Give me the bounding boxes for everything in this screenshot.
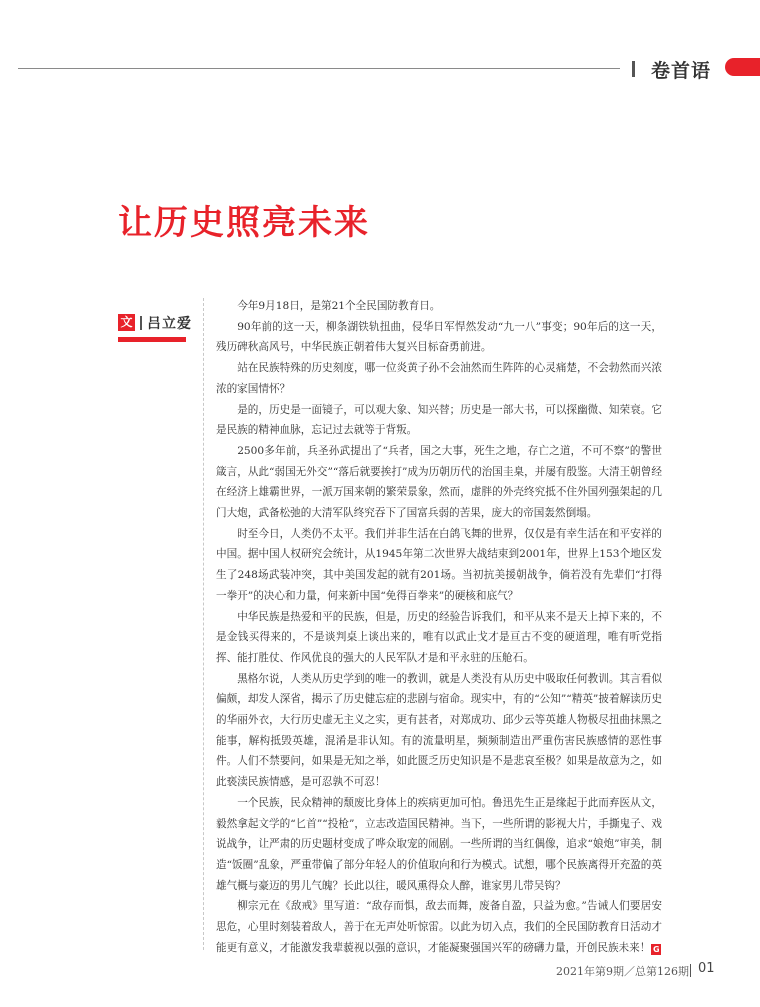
paragraph: 是的，历史是一面镜子，可以观大象、知兴替；历史是一部大书，可以探幽微、知荣衰。它是民族的精神血脉，忘记过去就等于背叛。 [216,403,662,437]
paragraph: 90年前的这一天，柳条湖铁轨扭曲，侵华日军悍然发动“九一八”事变；90年后的这一天，残历碑秋高风号，中华民族正朝着伟大复兴目标奋勇前进。 [216,320,662,354]
article-title: 让历史照亮未来 [118,203,370,243]
column-name: 卷首语 [651,60,712,82]
author-name: 吕立爱 [147,315,192,332]
header-rule [18,68,620,69]
paragraph-text: 柳宗元在《敌戒》里写道：“敌存而惧，敌去而舞，废备自盈，只益为愈。”告诫人们要居安思危，心里时刻装着敌人，善于在无声处听惊雷。以此为切入点，我们的全民国防教育日活动才能更有意义，才能激发我辈藐视以强的意识，才能凝聚强国兴军的磅礴力量，开创民族未来！ [216,900,662,954]
paragraph: 时至今日，人类仍不太平。我们并非生活在白鸽飞舞的世界，仅仅是有幸生活在和平安祥的中国。据中国人权研究会统计，从1945年第二次世界大战结束到2001年，世界上153个地区发生了248场武装冲突，其中美国发起的就有201场。当初抗美援朝战争，倘若没有先辈们“打得一拳开”的决心和力量，何来新中国“免得百拳来”的硬核和底气？ [216,527,662,602]
end-mark-icon: G [653,944,660,954]
byline-label: 文 [118,314,135,331]
footer-separator [690,964,691,977]
column-divider [203,298,204,950]
header-accent-tab [725,58,760,76]
paragraph: 中华民族是热爱和平的民族，但是，历史的经验告诉我们，和平从来不是天上掉下来的，不是金钱买得来的，不是谈判桌上谈出来的，唯有以武止戈才是亘古不变的硬道理，唯有听党指挥、能打胜仗、作风优良的强大的人民军队才是和平永驻的压舱石。 [216,610,662,664]
paragraph: 今年9月18日，是第21个全民国防教育日。 [237,300,441,312]
header-separator-bar [632,61,635,77]
paragraph: 黑格尔说，人类从历史学到的唯一的教训，就是人类没有从历史中吸取任何教训。其言看似偏颇，却发人深省，揭示了历史健忘症的悲剧与宿命。现实中，有的“公知”“精英”披着解读历史的华丽外衣，大行历史虚无主义之实，更有甚者，对郑成功、邱少云等英雄人物极尽扭曲抹黑之能事，解构抵毁英雄，混淆是非认知。有的流量明星，频频制造出严重伤害民族感情的恶性事件。人们不禁要问，如果是无知之举，如此匮乏历史知识是不是悲哀至极？如果是故意为之，如此亵渎民族情感，是可忍孰不可忍！ [216,672,662,789]
paragraph: 2500多年前，兵圣孙武提出了“兵者，国之大事，死生之地，存亡之道，不可不察”的警世箴言，从此“弱国无外交”“落后就要挨打”成为历朝历代的治国圭臬，并屡有殷鉴。大清王朝曾经在经济上雄霸世界，一派万国来朝的繁荣景象，然而，虚胖的外壳终究抵不住外国列强架起的几门大炮，武备松弛的大清军队终究吞下了国富兵弱的苦果，庞大的帝国轰然倒塌。 [216,444,662,520]
paragraph-last [216,896,662,958]
paragraph: 一个民族，民众精神的颓废比身体上的疾病更加可怕。鲁迅先生正是缘起于此而弃医从文，毅然拿起文学的“匕首”“投枪”，立志改造国民精神。当下，一些所谓的影视大片，手撕鬼子、戏说战争，让严肃的历史题材变成了哗众取宠的闹剧。一些所谓的当红偶像，追求“娘炮”审美，制造“饭圈”乱象，严重带偏了部分年轻人的价值取向和行为模式。试想，哪个民族离得开充盈的英雄气概与豪迈的男儿气魄？长此以往，暖风熏得众人醉，谁家男儿带吴钩？ [216,796,662,892]
page-number: 01 [698,961,715,976]
byline [118,312,192,332]
article-body [216,296,662,959]
byline-separator [140,316,142,330]
paragraph: 站在民族特殊的历史刻度，哪一位炎黄子孙不会油然而生阵阵的心灵痛楚，不会勃然而兴浓浓的家国情怀？ [216,362,662,395]
issue-info: 2021年第9期／总第126期 [556,965,689,978]
byline-underline [118,337,186,342]
